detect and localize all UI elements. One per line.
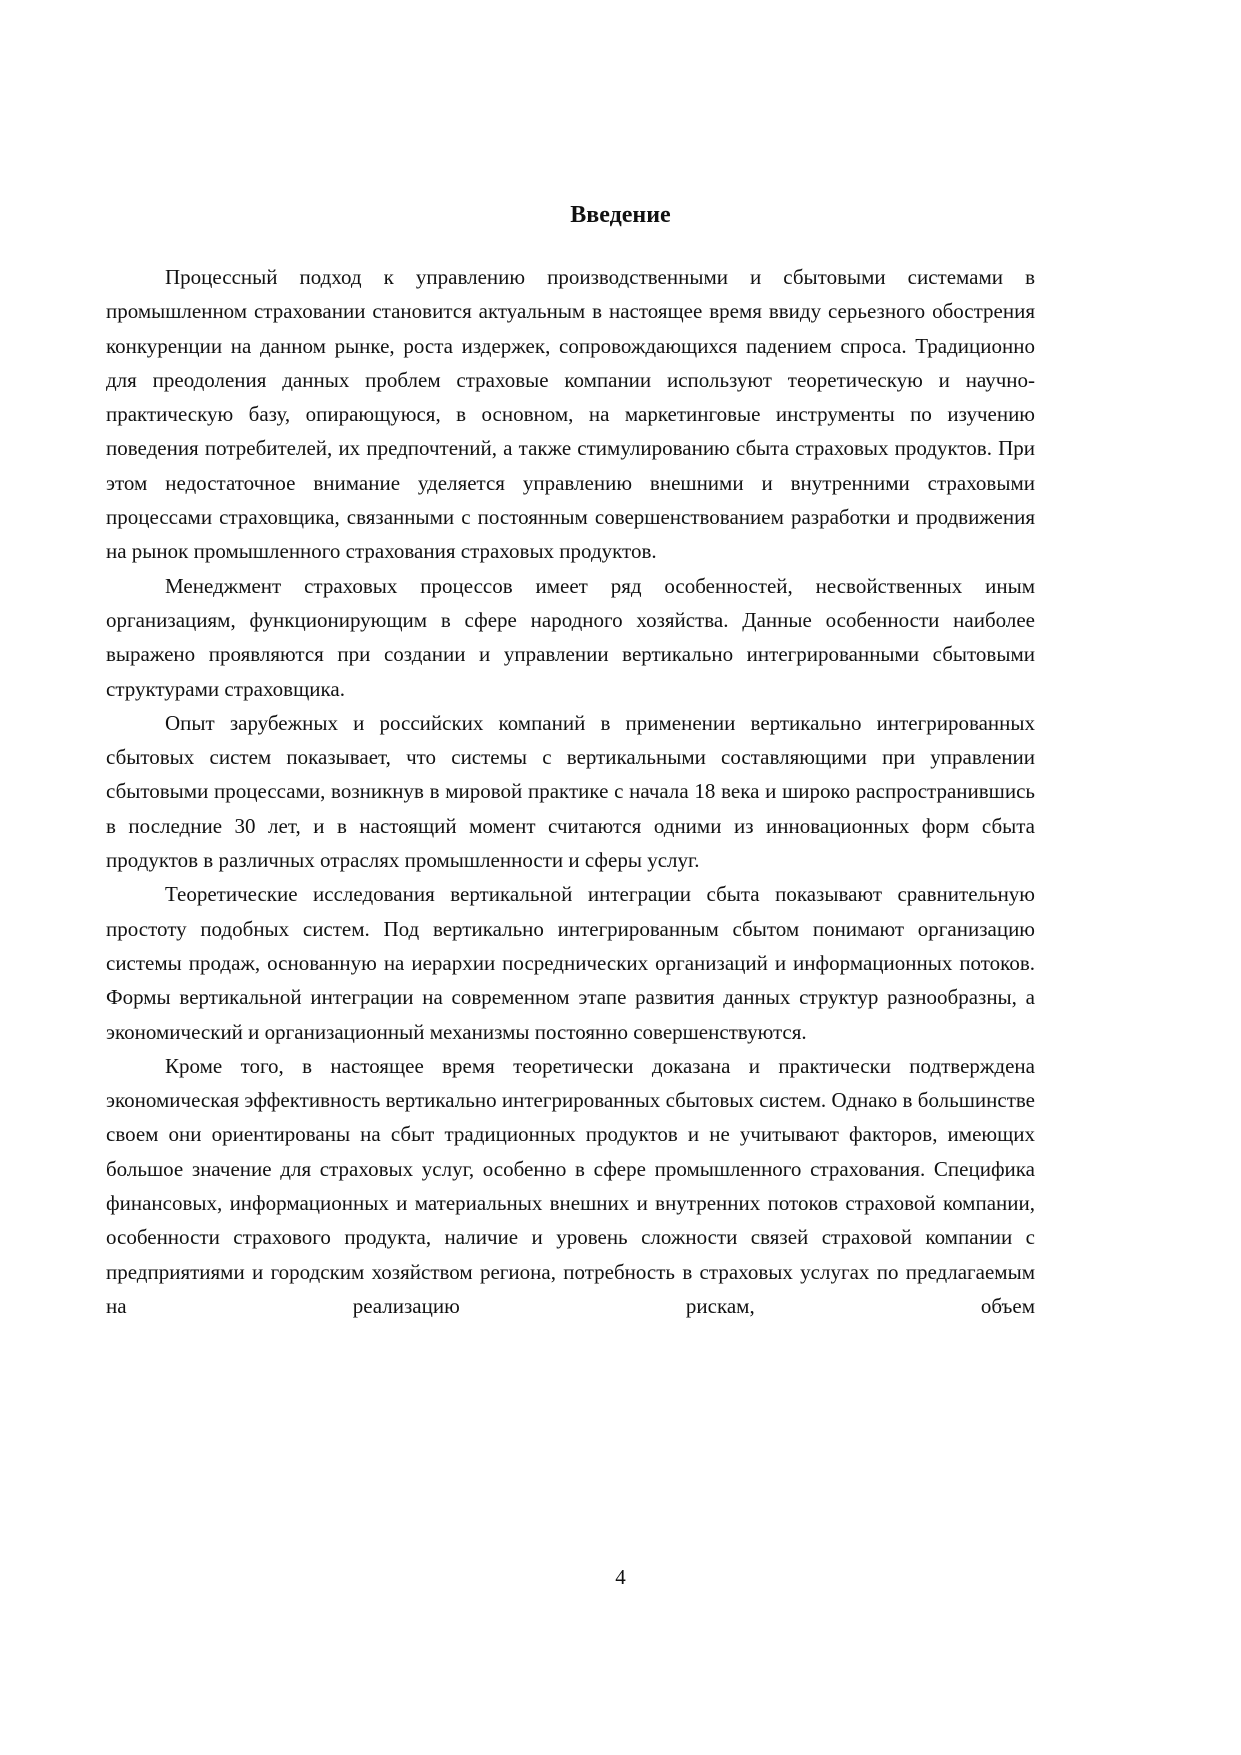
paragraph-2: Менеджмент страховых процессов имеет ряд особенностей, несвойственных иным организациям, функционирующим в сфере народного хозяйства. Данные особенности наиболее выражено проявляются при создании и управлении вертикально интегрированными сбытовыми структурами страховщика. <box>106 573 1035 701</box>
paragraph-1: Процессный подход к управлению производственными и сбытовыми системами в промышленном страховании становится актуальным в настоящее время ввиду серьезного обострения конкуренции на данном рынке, роста издержек, сопровождающихся падением спроса. Традиционно для преодоления данных проблем страховые компании используют теоретическую и научно-практическую базу, опирающуюся, в основном, на маркетинговые инструменты по изучению поведения потребителей, их предпочтений, а также стимулированию сбыта страховых продуктов. При этом недостаточное внимание уделяется управлению внешними и внутренними страховыми процессами страховщика, связанными с постоянным совершенствованием разработки и продвижения на рынок промышленного страхования страховых продуктов. <box>106 265 1035 564</box>
section-title: Введение <box>570 202 671 228</box>
paragraph-5: Кроме того, в настоящее время теоретически доказана и практически подтверждена экономическая эффективность вертикально интегрированных сбытовых систем. Однако в большинстве своем они ориентированы на сбыт традиционных продуктов и не учитывают факторов, имеющих большое значение для страховых услуг, особенно в сфере промышленного страхования. Специфика финансовых, информационных и материальных внешних и внутренних потоков страховой компании, особенности страхового продукта, наличие и уровень сложности связей страховой компании с предприятиями и городским хозяйством региона, потребность в страховых услугах по предлагаемым на реализацию рискам, объем <box>106 1053 1035 1318</box>
page-number: 4 <box>615 1565 626 1589</box>
body-text <box>106 260 1035 1323</box>
paragraph-3: Опыт зарубежных и российских компаний в применении вертикально интегрированных сбытовых систем показывает, что системы с вертикальными составляющими при управлении сбытовыми процессами, возникнув в мировой практике с начала 18 века и широко распространившись в последние 30 лет, и в настоящий момент считаются одними из инновационных форм сбыта продуктов в различных отраслях промышленности и сферы услуг. <box>106 710 1035 873</box>
paragraph-4: Теоретические исследования вертикальной интеграции сбыта показывают сравнительную простоту подобных систем. Под вертикально интегрированным сбытом понимают организацию системы продаж, основанную на иерархии посреднических организаций и информационных потоков. Формы вертикальной интеграции на современном этапе развития данных структур разнообразны, а экономический и организационный механизмы постоянно совершенствуются. <box>106 882 1035 1044</box>
